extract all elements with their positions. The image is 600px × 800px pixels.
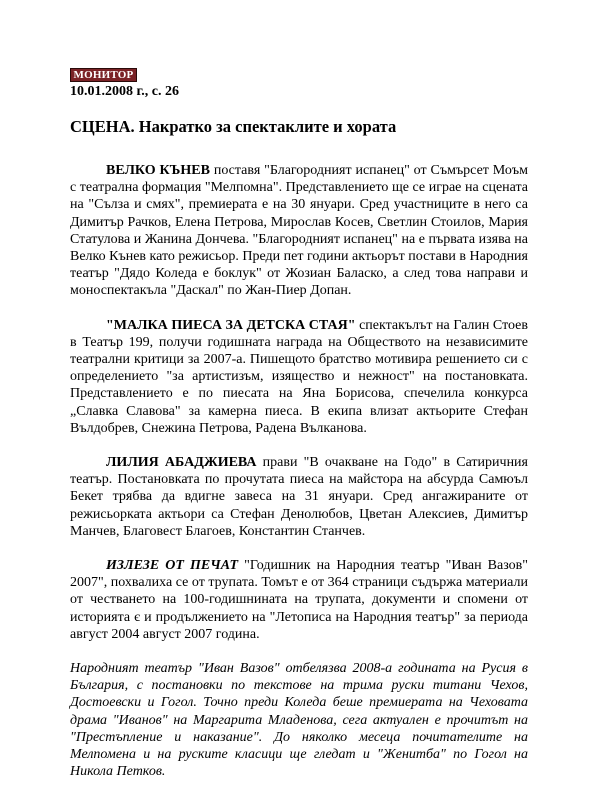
publication-date: 10.01.2008 г., с. 26	[70, 84, 179, 99]
paragraph-text: "Годишник на Народния театър "Иван Вазов" 2007", похвалиха се от трупата. Томът е от 364 страници съдържа материали от честването на 100-годишнината на трупата, документи и спомени от историята є и продължението на "Летописа на Народния театър" за периода август 2004 август 2007 година.	[70, 558, 529, 642]
paragraph-malka-piesa	[70, 317, 528, 437]
paragraph-velko-kanev	[70, 162, 528, 300]
paragraph-liliya-abadzhieva	[70, 454, 528, 540]
paragraph-lead: "МАЛКА ПИЕСА ЗА ДЕТСКА СТАЯ"	[106, 317, 356, 333]
paragraph-text: поставя "Благородният испанец" от Съмърсет Моъм с театрална формация "Мелпомна". Представлението ще се играе на сцената на "Сълза и смях", премиерата е на 30 януари. Сред участниците в него са Димитър Рачков, Елена Петрова, Мирослав Косев, Светлин Стоилов, Мария Статулова и Жанина Дончева. "Благородният испанец" на е първата изява на Велко Кънев като режисьор. Преди пет години актьорът постави в Народния театър "Дядо Коледа е боклук" от Жозиан Баласко, а след това направи и моноспектакъла "Даскал" по Жан-Пиер Допан.	[70, 163, 528, 299]
paragraph-izleze-ot-pechat	[70, 557, 528, 643]
paragraph-lead: ИЗЛЕЗЕ ОТ ПЕЧАТ	[106, 558, 239, 574]
article-body	[70, 162, 528, 798]
paragraph-lead: ЛИЛИЯ АБАДЖИЕВА	[106, 455, 257, 471]
paragraph-text: спектакълът на Галин Стоев в Театър 199, получи годишната награда на Обществото на независимите театрални критици за 2007-а. Пишещото братство мотивира решението си с определението "за артистизъм, изящество и нежност" на постановката. Представлението е по пиесата на Яна Борисова, спечелила конкурса „Славка Славова" за камерна пиеса. В екипа влизат актьорите Стефан Вълдобрев, Снежина Петрова, Радена Вълканова.	[70, 317, 528, 436]
paragraph-text: прави "В очакване на Годо" в Сатиричния театър. Постановката по прочутата пиеса на майстора на абсурда Самюъл Бекет трябва да вдигне завеса на 31 януари. Сред ангажираните от режисьорката актьори са Стефан Денолюбов, Цветан Алексиев, Димитър Манчев, Благовест Благоев, Константин Станчев.	[70, 455, 528, 539]
closing-paragraph: Народният театър "Иван Вазов" отбелязва 2008-а годината на Русия в България, с постановки по текстове на трима руски титани Чехов, Достоевски и Гогол. Точно преди Коледа беше премиерата на Чеховата драма "Иванов" на Маргарита Младенова, сега актуален е прочитът на "Престъпление и наказание". До няколко месеца почитателите на Мелпомена и на руските класици ще гледат и "Женитба" по Гогол на Никола Петков.	[70, 661, 528, 780]
section-title: СЦЕНА. Накратко за спектаклите и хората	[70, 117, 397, 136]
newspaper-logo: МОНИТОР	[70, 68, 137, 82]
paragraph-lead: ВЕЛКО КЪНЕВ	[106, 163, 210, 178]
